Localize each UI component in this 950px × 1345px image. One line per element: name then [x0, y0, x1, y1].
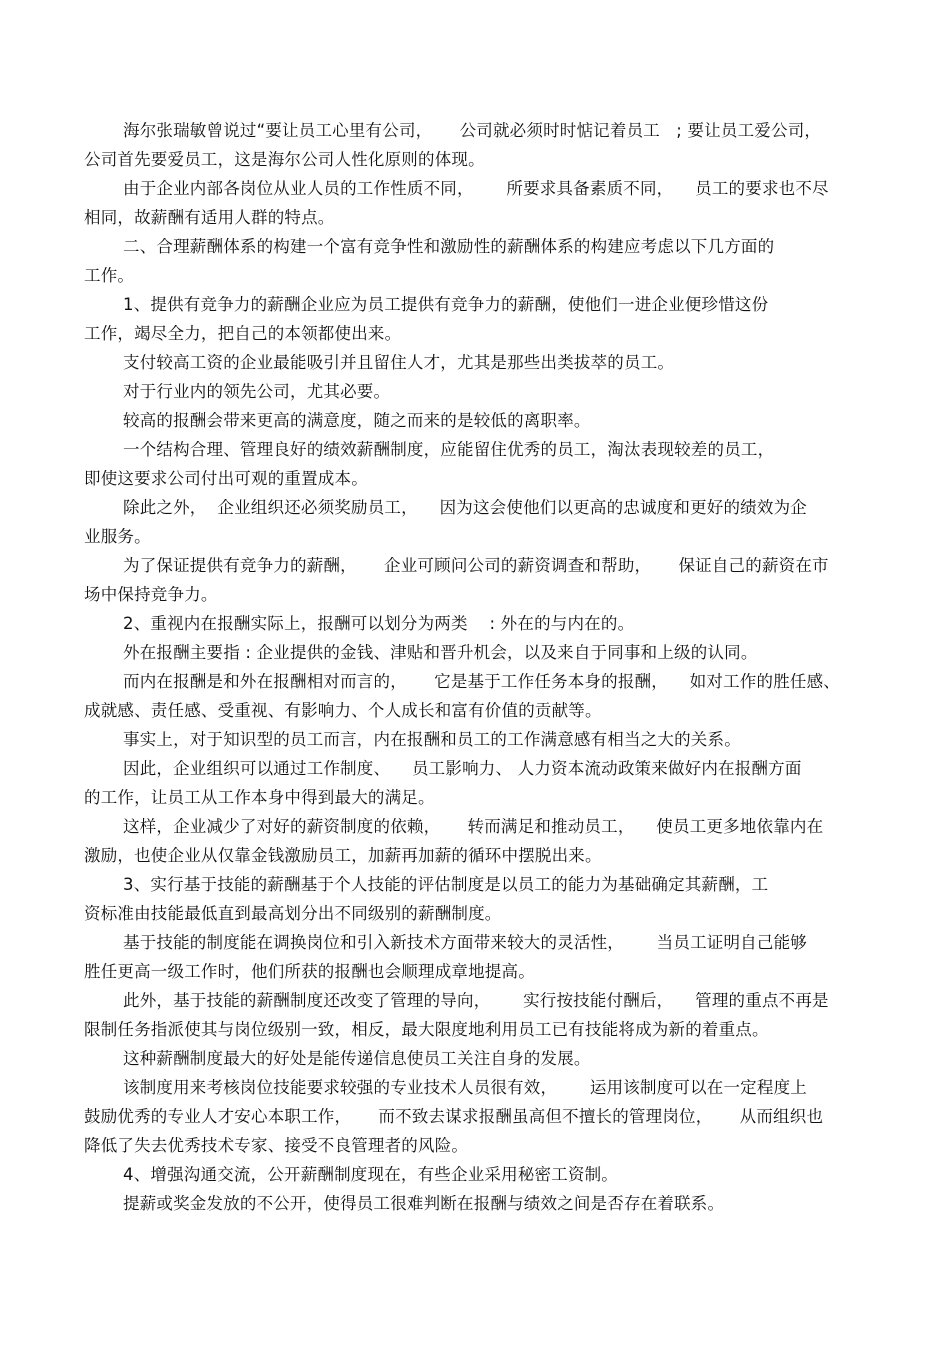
paragraph: [84, 290, 860, 348]
paragraph: [84, 667, 860, 725]
paragraph-line: 场中保持竞争力。: [84, 585, 218, 604]
paragraph: [84, 551, 860, 609]
paragraph: [84, 348, 860, 377]
paragraph-line: 激励，也使企业从仅靠金钱激励员工，加薪再加薪的循环中摆脱出来。: [84, 846, 602, 865]
paragraph: [84, 638, 860, 667]
paragraph: [84, 986, 860, 1044]
paragraph: [84, 435, 860, 493]
paragraph-line: 工作。: [84, 266, 135, 285]
paragraph: [84, 870, 860, 928]
paragraph-line: 此外，基于技能的薪酬制度还改变了管理的导向， 实行按技能付酬后， 管理的重点不再是: [123, 991, 829, 1010]
paragraph: [84, 1160, 860, 1189]
paragraph: [84, 754, 860, 812]
paragraph-line: 资标准由技能最低直到最高划分出不同级别的薪酬制度。: [84, 904, 502, 923]
paragraph-line: 鼓励优秀的专业人才安心本职工作， 而不致去谋求报酬虽高但不擅长的管理岗位， 从而组织也: [84, 1107, 824, 1126]
paragraph: [84, 1044, 860, 1073]
paragraph: [84, 493, 860, 551]
paragraph-line: 基于技能的制度能在调换岗位和引入新技术方面带来较大的灵活性， 当员工证明自己能够: [123, 933, 807, 952]
paragraph-line: 除此之外， 企业组织还必须奖励员工， 因为这会使他们以更高的忠诚度和更好的绩效为企: [123, 498, 807, 517]
paragraph-line: 因此，企业组织可以通过工作制度、 员工影响力、 人力资本流动政策来做好内在报酬方面: [123, 759, 802, 778]
paragraph: [84, 377, 860, 406]
paragraph: [84, 1189, 860, 1218]
paragraph-line: 工作，竭尽全力，把自己的本领都使出来。: [84, 324, 402, 343]
paragraph-line: 事实上，对于知识型的员工而言，内在报酬和员工的工作满意感有相当之大的关系。: [123, 730, 741, 749]
paragraph-line: 这样，企业减少了对好的薪资制度的依赖， 转而满足和推动员工， 使员工更多地依靠内在: [123, 817, 824, 836]
document-body: [84, 116, 860, 1218]
paragraph-line: 对于行业内的领先公司，尤其必要。: [123, 382, 391, 401]
paragraph-line: 支付较高工资的企业最能吸引并且留住人才，尤其是那些出类拔萃的员工。: [123, 353, 675, 372]
paragraph: [84, 928, 860, 986]
paragraph: [84, 174, 860, 232]
paragraph-line: 由于企业内部各岗位从业人员的工作性质不同， 所要求具备素质不同， 员工的要求也不尽: [123, 179, 829, 198]
paragraph-line: 这种薪酬制度最大的好处是能传递信息使员工关注自身的发展。: [123, 1049, 591, 1068]
paragraph: [84, 725, 860, 754]
paragraph-line: 降低了失去优秀技术专家、接受不良管理者的风险。: [84, 1136, 469, 1155]
paragraph: [84, 116, 860, 174]
paragraph-line: 该制度用来考核岗位技能要求较强的专业技术人员很有效， 运用该制度可以在一定程度上: [123, 1078, 807, 1097]
paragraph: [84, 406, 860, 435]
paragraph-line: 相同，故薪酬有适用人群的特点。: [84, 208, 335, 227]
paragraph-line: 胜任更高一级工作时，他们所获的报酬也会顺理成章地提高。: [84, 962, 535, 981]
paragraph-line: 业服务。: [84, 527, 151, 546]
paragraph-line: 成就感、责任感、受重视、有影响力、个人成长和富有价值的贡献等。: [84, 701, 602, 720]
paragraph-line: 提薪或奖金发放的不公开，使得员工很难判断在报酬与绩效之间是否存在着联系。: [123, 1194, 725, 1213]
paragraph-line: 的工作，让员工从工作本身中得到最大的满足。: [84, 788, 435, 807]
paragraph-line: 2、重视内在报酬实际上，报酬可以划分为两类 : 外在的与内在的。: [123, 614, 635, 633]
paragraph-line: 限制任务指派使其与岗位级别一致，相反，最大限度地利用员工已有技能将成为新的着重点。: [84, 1020, 769, 1039]
paragraph-line: 公司首先要爱员工，这是海尔公司人性化原则的体现。: [84, 150, 485, 169]
paragraph-line: 而内在报酬是和外在报酬相对而言的， 它是基于工作任务本身的报酬， 如对工作的胜任感、: [123, 672, 841, 691]
paragraph-line: 一个结构合理、管理良好的绩效薪酬制度，应能留住优秀的员工，淘汰表现较差的员工，: [123, 440, 775, 459]
paragraph-line: 外在报酬主要指 : 企业提供的金钱、津贴和晋升机会，以及来自于同事和上级的认同。: [123, 643, 758, 662]
paragraph: [84, 812, 860, 870]
paragraph-line: 海尔张瑞敏曾说过“要让员工心里有公司， 公司就必须时时惦记着员工 ; 要让员工爱公司，: [123, 121, 822, 140]
paragraph-line: 较高的报酬会带来更高的满意度，随之而来的是较低的离职率。: [123, 411, 591, 430]
paragraph-line: 即使这要求公司付出可观的重置成本。: [84, 469, 368, 488]
paragraph-line: 为了保证提供有竞争力的薪酬， 企业可顾问公司的薪资调查和帮助， 保证自己的薪资在市: [123, 556, 829, 575]
paragraph: [84, 1073, 860, 1160]
paragraph-line: 1、提供有竞争力的薪酬企业应为员工提供有竞争力的薪酬，使他们一进企业便珍惜这份: [123, 295, 769, 314]
paragraph-line: 二、合理薪酬体系的构建一个富有竞争性和激励性的薪酬体系的构建应考虑以下几方面的: [123, 237, 775, 256]
paragraph-line: 4、增强沟通交流，公开薪酬制度现在，有些企业采用秘密工资制。: [123, 1165, 618, 1184]
paragraph: [84, 609, 860, 638]
paragraph: [84, 232, 860, 290]
paragraph-line: 3、实行基于技能的薪酬基于个人技能的评估制度是以员工的能力为基础确定其薪酬，工: [123, 875, 769, 894]
